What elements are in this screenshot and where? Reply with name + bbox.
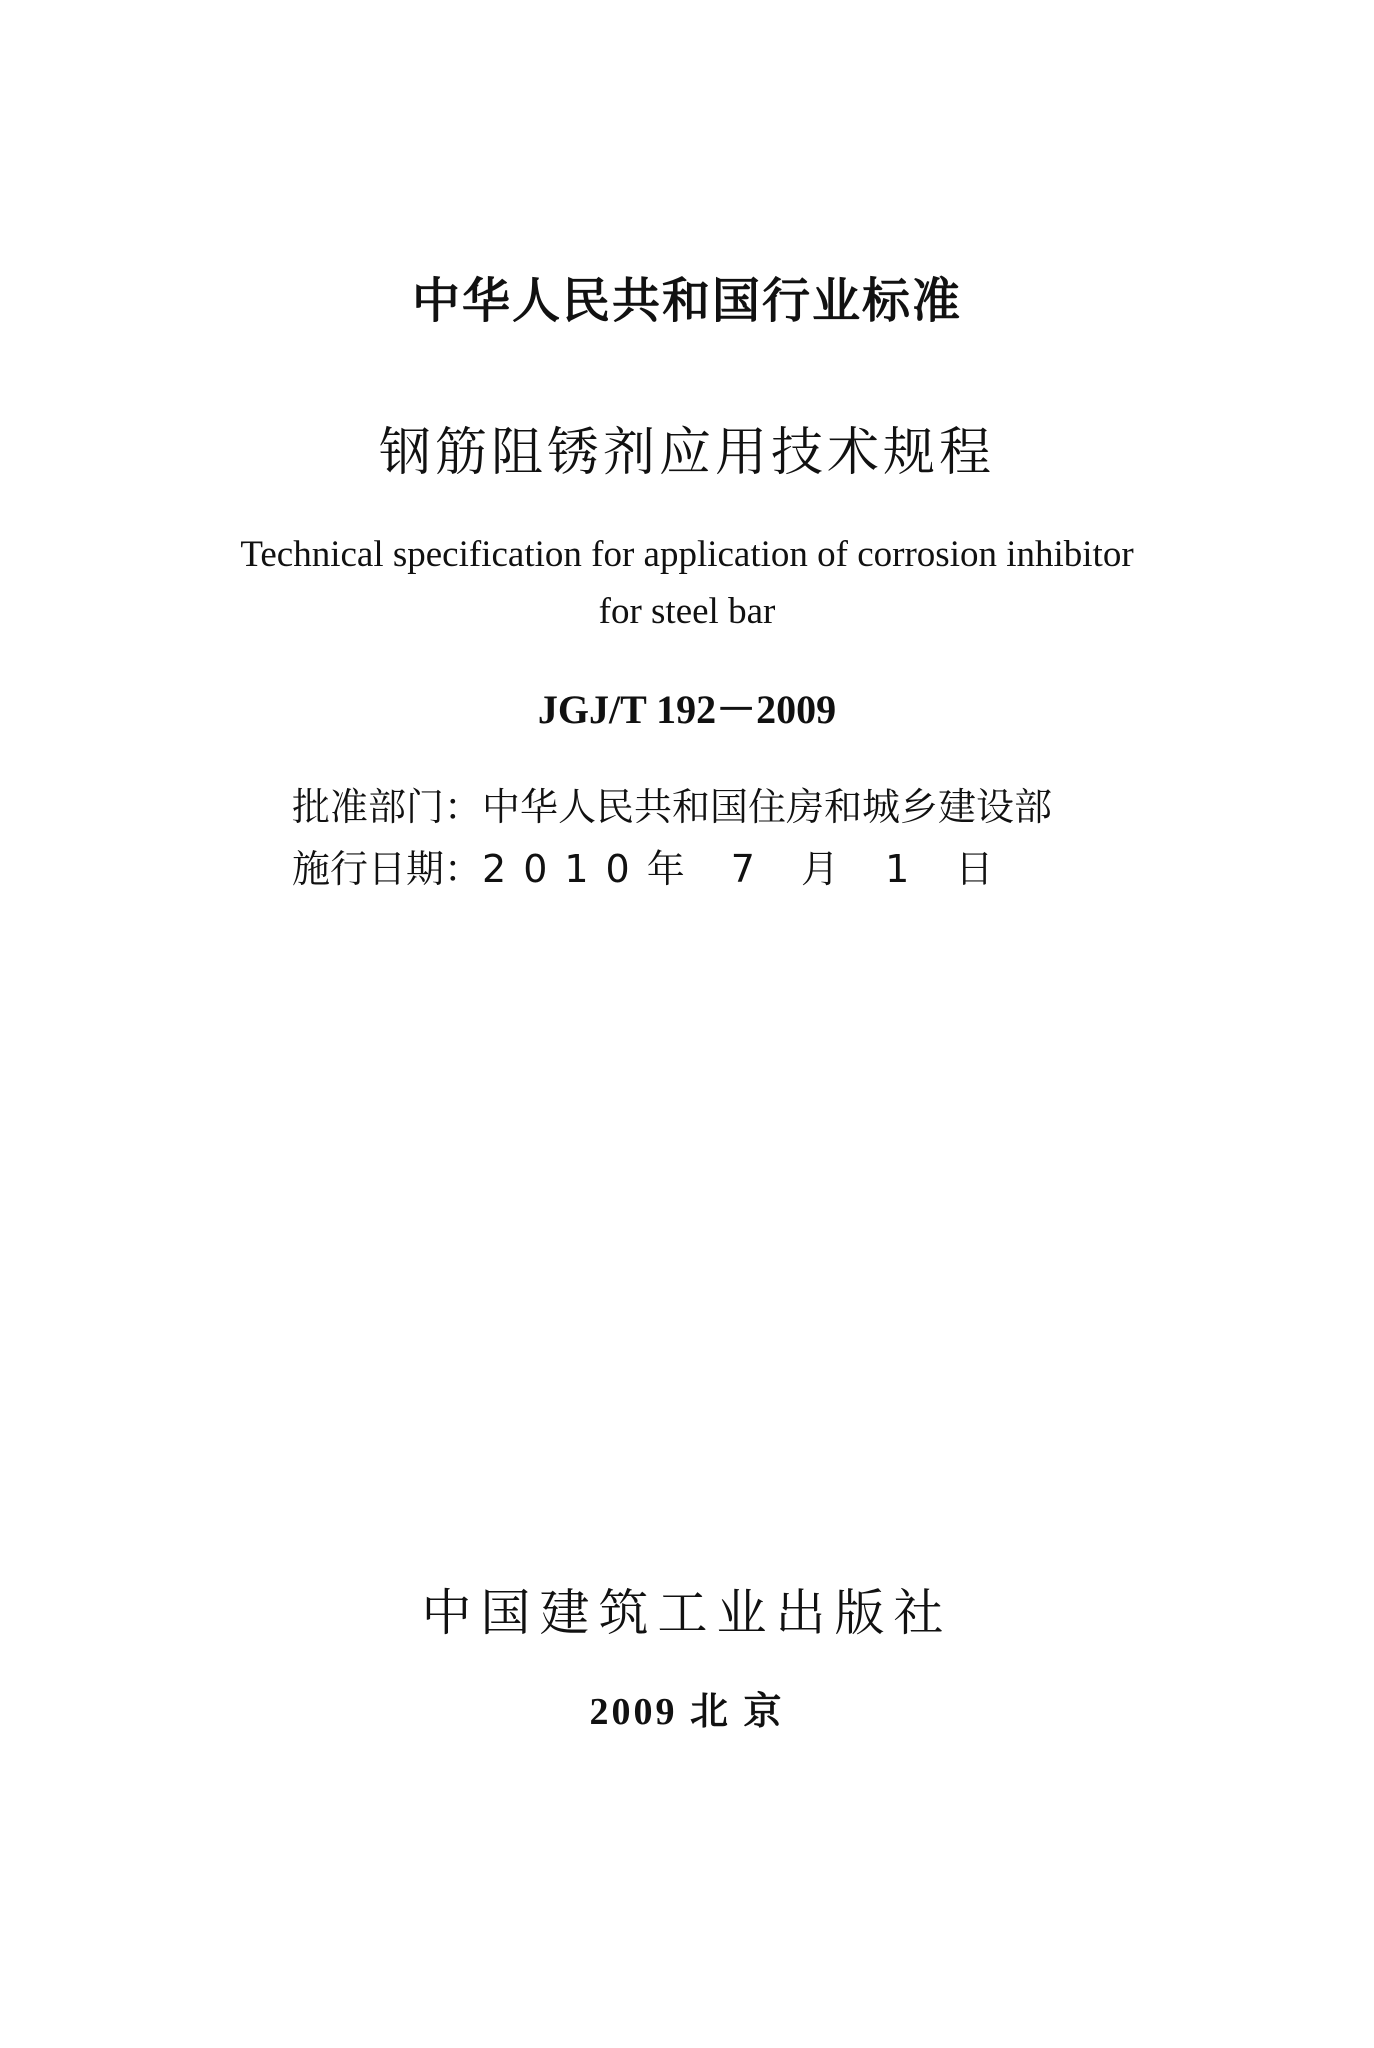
effective-date-row: [292, 838, 1010, 893]
document-title-chinese: 钢筋阻锈剂应用技术规程: [378, 423, 995, 483]
approval-department-row: [292, 776, 1052, 831]
approval-department-value: 中华人民共和国住房和城乡建设部: [482, 785, 1053, 829]
standard-category-heading: 中华人民共和国行业标准: [411, 273, 962, 329]
publisher-name: 中国建筑工业出版社: [421, 1584, 953, 1642]
document-title-english-line-2: for steel bar: [598, 591, 776, 632]
approval-department-label: 批准部门：: [292, 785, 483, 829]
standard-code: JGJ/T 192－2009: [537, 687, 837, 732]
effective-date-value: 2010年 7 月 1 日: [482, 847, 1011, 891]
effective-date-label: 施行日期：: [292, 847, 483, 891]
document-title-english-line-1: Technical specification for application of corrosion inhibitor: [240, 534, 1134, 575]
publication-year-and-place: 2009 北 京: [589, 1691, 785, 1733]
